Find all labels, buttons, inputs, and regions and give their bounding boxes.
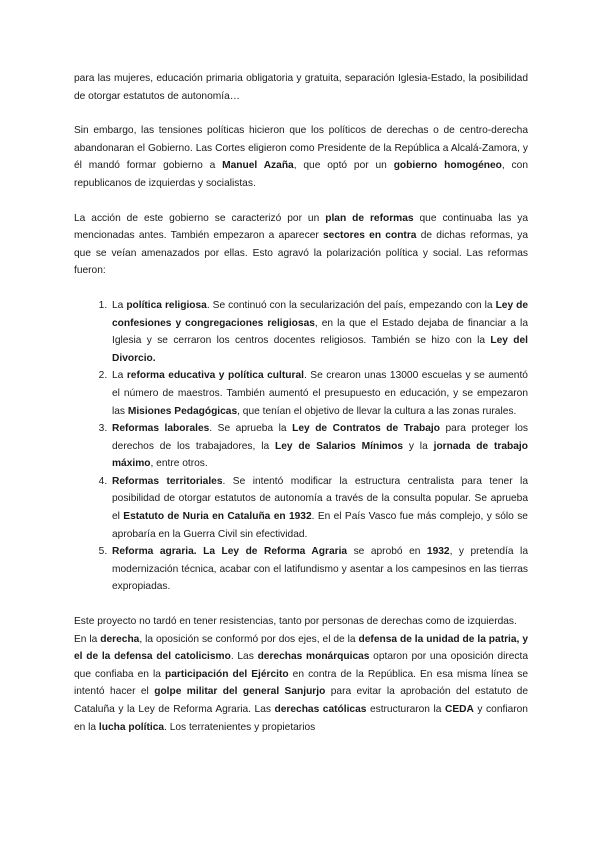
list-item-education-reform: 2. La reforma educativa y política cultural. Se crearon unas 13000 escuelas y se aumentó el número de maestros. También aumentó el presupuesto en educación, y se empezaron las Misiones Pedagógicas, que tenían el objetivo de llevar la cultura a las zonas rurales. bbox=[110, 367, 528, 420]
list-item-religious-policy: 1. La política religiosa. Se continuó con la secularización del país, empezando con la Ley de confesiones y congregaciones religiosas, en la que el Estado dejaba de financiar a la Iglesia y se cerraron los centros docentes religiosos. También se hizo con la Ley del Divorcio. bbox=[110, 297, 528, 367]
list-item-territorial-reforms: 4. Reformas territoriales. Se intentó modificar la estructura centralista para tener la posibilidad de otorgar estatutos de autonomía a través de la consulta popular. Se aprueba el Estatuto de Nuria en Cataluña en 1932. En el País Vasco fue más complejo, y sólo se aprobaría en la Guerra Civil sin efectividad. bbox=[110, 473, 528, 543]
reforms-list bbox=[74, 297, 528, 596]
paragraph-resistance: Este proyecto no tardó en tener resistencias, tanto por personas de derechas como de izquierdas. bbox=[74, 616, 517, 628]
paragraph-reform-intro-tail: para las mujeres, educación primaria obligatoria y gratuita, separación Iglesia-Estado, la posibilidad de otorgar estatutos de autonomía… bbox=[74, 73, 528, 102]
list-item-labour-reforms: 3. Reformas laborales. Se aprueba la Ley de Contratos de Trabajo para proteger los derechos de los trabajadores, la Ley de Salarios Mínimos y la jornada de trabajo máximo, entre otros. bbox=[110, 420, 528, 473]
paragraph-government-change: Sin embargo, las tensiones políticas hicieron que los políticos de derechas o de centro-derecha abandonaran el Gobierno. Las Cortes eligieron como Presidente de la República a Alcalá-Zamora, y él mandó formar gobierno a Manuel Azaña, que optó por un gobierno homogéneo, con republicanos de izquierdas y socialistas. bbox=[74, 125, 528, 189]
list-item-agrarian-reform: 5. Reforma agraria. La Ley de Reforma Agraria se aprobó en 1932, y pretendía la modernización técnica, acabar con el latifundismo y asentar a los campesinos en las tierras expropiadas. bbox=[110, 543, 528, 596]
paragraph-reform-plan: La acción de este gobierno se caracterizó por un plan de reformas que continuaba las ya mencionadas antes. También empezaron a aparecer sectores en contra de dichas reformas, ya que se veían amenazados por ellas. Esto agravó la polarización política y social. Las reformas fueron: bbox=[74, 212, 529, 277]
paragraph-right-opposition: En la derecha, la oposición se conformó por dos ejes, el de la defensa de la unidad de la patria, y el de la defensa del catolicismo. Las derechas monárquicas optaron por una oposición directa que confiaba en la participación del Ejército en contra de la República. En esa misma línea se intentó hacer el golpe militar del general Sanjurjo para evitar la aprobación del estatuto de Cataluña y la Ley de Reforma Agraria. Las derechas católicas estructuraron la CEDA y confiaron en la lucha política. Los terratenientes y propietarios bbox=[74, 633, 529, 733]
